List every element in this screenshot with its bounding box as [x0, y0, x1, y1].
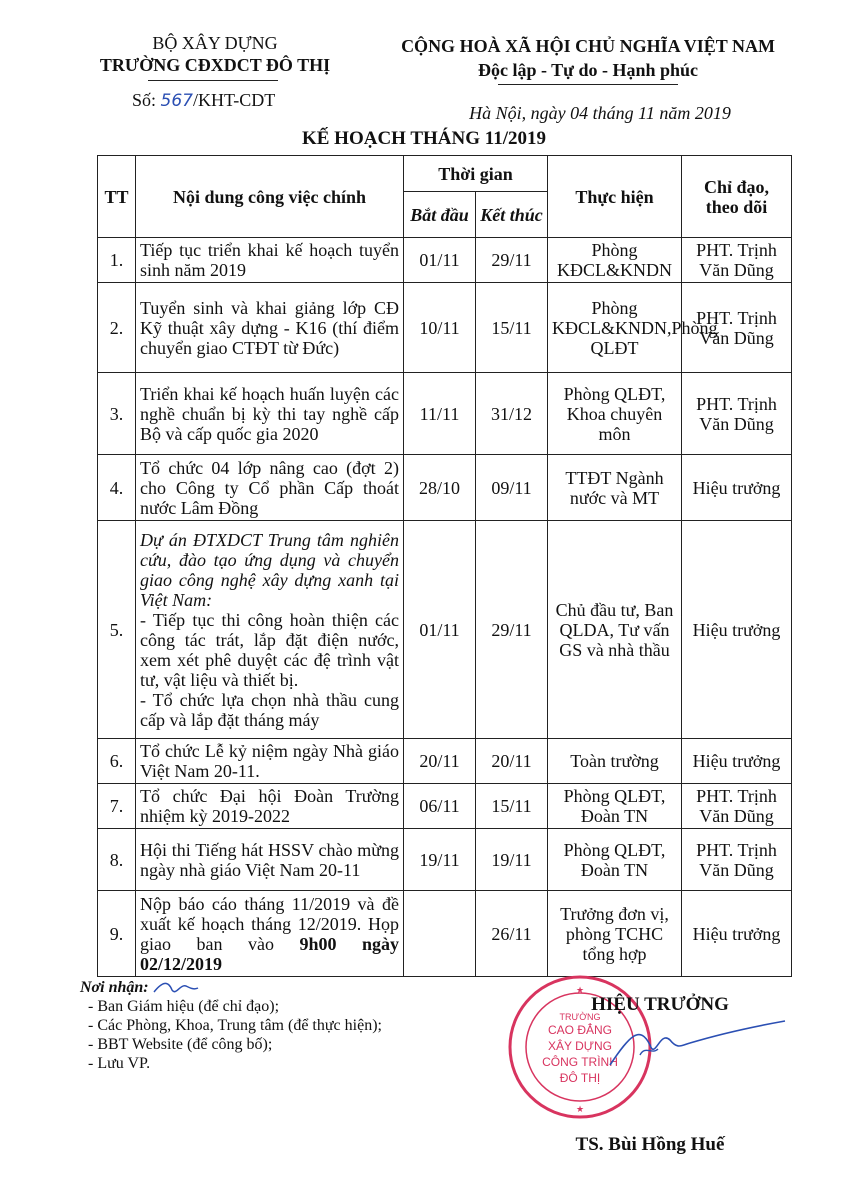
svg-text:CAO ĐẲNG: CAO ĐẲNG	[547, 1023, 613, 1037]
svg-text:★: ★	[575, 1104, 585, 1114]
recipient-item: - Các Phòng, Khoa, Trung tâm (để thực hiện);	[88, 1017, 382, 1034]
plan-table	[97, 155, 792, 977]
col-header-start: Bắt đầu	[404, 192, 476, 238]
col-header-executor: Thực hiện	[548, 156, 682, 238]
svg-text:ĐÔ THỊ: ĐÔ THỊ	[559, 1071, 601, 1085]
table-row: 4. Tổ chức 04 lớp nâng cao (đợt 2) cho Công ty Cổ phần Cấp thoát nước Lâm Đồng 28/10 09/11 TTĐT Ngành nước và MT Hiệu trưởng	[98, 455, 792, 521]
col-header-supervisor: Chỉ đạo, theo dõi	[682, 156, 792, 238]
motto-underline	[498, 84, 678, 85]
svg-text:TRƯỜNG: TRƯỜNG	[559, 1012, 601, 1022]
col-header-time: Thời gian	[404, 156, 548, 192]
svg-text:CÔNG TRÌNH: CÔNG TRÌNH	[542, 1055, 618, 1069]
table-header-row	[98, 156, 792, 192]
recipient-item: - Ban Giám hiệu (để chỉ đạo);	[88, 998, 280, 1015]
recipients-block	[80, 978, 480, 1073]
table-row: 8. Hội thi Tiếng hát HSSV chào mừng ngày nhà giáo Việt Nam 20-11 19/11 19/11 Phòng QLĐT, Đoàn TN PHT. Trịnh Văn Dũng	[98, 829, 792, 891]
table-row: 9. Nộp báo cáo tháng 11/2019 và đề xuất kế hoạch tháng 12/2019. Họp giao ban vào 9h00 ngày 02/12/2019 26/11 Trưởng đơn vị, phòng TCHC tổng hợp Hiệu trưởng	[98, 891, 792, 977]
document-number: Số: 567/KHT-CDT	[132, 90, 276, 111]
col-header-content: Nội dung công việc chính	[136, 156, 404, 238]
col-header-tt: TT	[98, 156, 136, 238]
initial-scribble	[150, 976, 200, 998]
recipient-item: - BBT Website (để công bố);	[88, 1036, 273, 1053]
svg-text:★: ★	[575, 985, 585, 995]
issuer-block	[95, 32, 335, 76]
nation-block	[378, 34, 798, 82]
recipients-list	[80, 997, 480, 1073]
signer-role: HIỆU TRƯỞNG	[591, 994, 729, 1015]
issuer-underline	[148, 80, 278, 81]
school-name: TRƯỜNG CĐXDCT ĐÔ THỊ	[99, 55, 331, 75]
recipients-label: Nơi nhận:	[80, 979, 149, 996]
place-date: Hà Nội, ngày 04 tháng 11 năm 2019	[469, 103, 731, 123]
handwritten-number: 567	[160, 91, 193, 111]
table-row: 5. Dự án ĐTXDCT Trung tâm nghiên cứu, đào tạo ứng dụng và chuyển giao công nghệ xây dựng xanh tại Việt Nam: - Tiếp tục thi công hoàn thiện các công tác trát, lắp đặt điện nước, xem xét phê duyệt các đệ trình vật tư, vật liệu và thiết bị. - Tổ chức lựa chọn nhà thầu cung cấp và lắp đặt tháng máy 01/11 29/11 Chủ đầu tư, Ban QLDA, Tư vấn GS và nhà thầu Hiệu trưởng	[98, 521, 792, 739]
table-row: 7. Tổ chức Đại hội Đoàn Trường nhiệm kỳ 2019-2022 06/11 15/11 Phòng QLĐT, Đoàn TN PHT. Trịnh Văn Dũng	[98, 784, 792, 829]
ministry-name: BỘ XÂY DỰNG	[152, 33, 278, 53]
nation-title: CỘNG HOÀ XÃ HỘI CHỦ NGHĨA VIỆT NAM	[401, 36, 775, 56]
table-row: 3. Triển khai kế hoạch huấn luyện các nghề chuẩn bị kỳ thi tay nghề cấp Bộ và cấp quốc gia 2020 11/11 31/12 Phòng QLĐT, Khoa chuyên môn PHT. Trịnh Văn Dũng	[98, 373, 792, 455]
svg-text:XÂY DỰNG: XÂY DỰNG	[547, 1039, 613, 1053]
motto: Độc lập - Tự do - Hạnh phúc	[477, 60, 699, 80]
signature-mark	[600, 1015, 790, 1075]
table-row: 6. Tổ chức Lễ kỷ niệm ngày Nhà giáo Việt Nam 20-11. 20/11 20/11 Toàn trường Hiệu trưởng	[98, 739, 792, 784]
signer-name: TS. Bùi Hồng Huế	[575, 1134, 725, 1155]
page-title: KẾ HOẠCH THÁNG 11/2019	[301, 128, 547, 149]
col-header-end: Kết thúc	[476, 192, 548, 238]
table-row: 1. Tiếp tục triển khai kế hoạch tuyển sinh năm 2019 01/11 29/11 Phòng KĐCL&KNDN PHT. Trịnh Văn Dũng	[98, 238, 792, 283]
recipient-item: - Lưu VP.	[88, 1055, 151, 1072]
table-row: 2. Tuyển sinh và khai giảng lớp CĐ Kỹ thuật xây dựng - K16 (thí điểm chuyển giao CTĐT từ Đức) 10/11 15/11 Phòng KĐCL&KNDN,Phòng QLĐT PHT. Trịnh Văn Dũng	[98, 283, 792, 373]
